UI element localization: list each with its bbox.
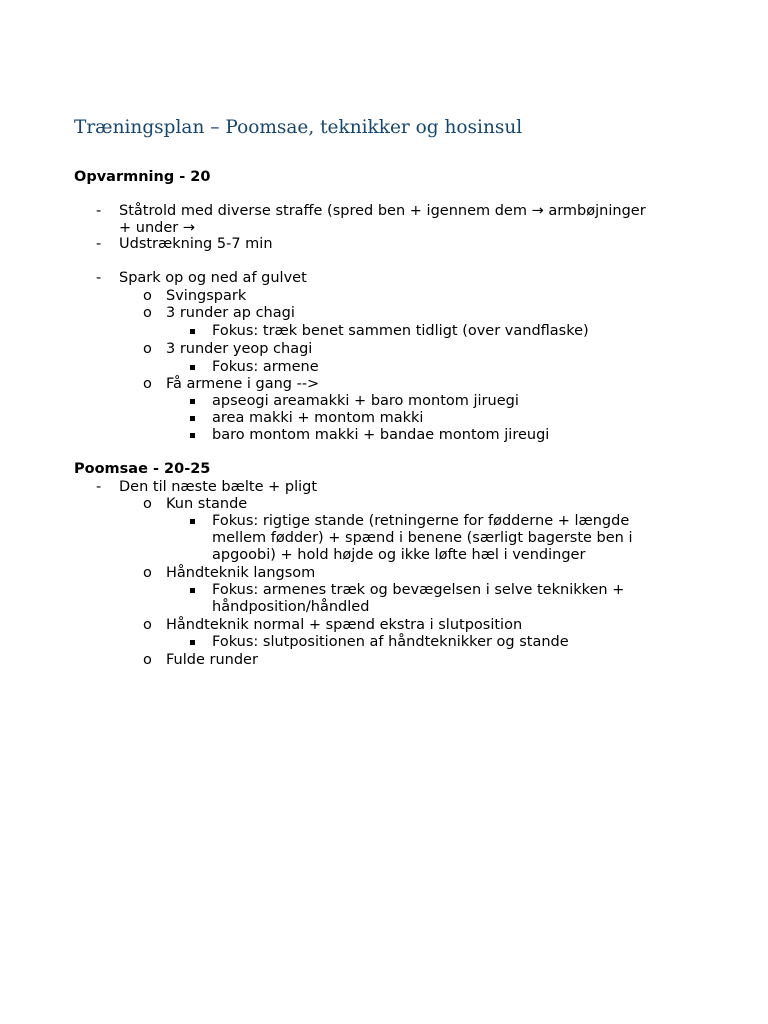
focus-note: Fokus: træk benet sammen tidligt (over vandflaske) (212, 323, 589, 339)
focus-note: Fokus: armenes træk og bevægelsen i selve teknikken + (212, 582, 625, 598)
circle-bullet: o (143, 496, 152, 512)
sub-list-item: Få armene i gang --> (166, 376, 320, 392)
sub-list-item: Håndteknik langsom (166, 565, 316, 581)
circle-bullet: o (143, 376, 152, 392)
sub-list-item: 3 runder ap chagi (166, 305, 295, 321)
square-bullet (190, 329, 195, 334)
list-item: Udstrækning 5-7 min (119, 236, 273, 252)
page-title: Træningsplan – Poomsae, teknikker og hosinsul (74, 117, 523, 138)
circle-bullet: o (143, 305, 152, 321)
dash-bullet: - (96, 236, 102, 252)
section-heading-warmup: Opvarmning - 20 (74, 169, 211, 185)
square-bullet (190, 519, 195, 524)
list-item-continuation: + under → (119, 220, 195, 236)
circle-bullet: o (143, 565, 152, 581)
technique-item: baro montom makki + bandae montom jireugi (212, 427, 550, 443)
list-item: Den til næste bælte + pligt (119, 479, 318, 495)
square-bullet (190, 433, 195, 438)
dash-bullet: - (96, 479, 102, 495)
circle-bullet: o (143, 288, 152, 304)
circle-bullet: o (143, 617, 152, 633)
technique-item: area makki + montom makki (212, 410, 424, 426)
focus-note-continuation: mellem fødder) + spænd i benene (særligt bagerste ben i (212, 530, 633, 546)
focus-note-continuation: apgoobi) + hold højde og ikke løfte hæl i vendinger (212, 547, 586, 563)
list-item: Ståtrold med diverse straffe (spred ben + igennem dem → armbøjninger (119, 203, 646, 219)
list-item: Spark op og ned af gulvet (119, 270, 307, 286)
square-bullet (190, 640, 195, 645)
circle-bullet: o (143, 652, 152, 668)
sub-list-item: Kun stande (166, 496, 248, 512)
sub-list-item: Fulde runder (166, 652, 258, 668)
dash-bullet: - (96, 270, 102, 286)
square-bullet (190, 399, 195, 404)
technique-item: apseogi areamakki + baro montom jiruegi (212, 393, 519, 409)
focus-note: Fokus: rigtige stande (retningerne for fødderne + længde (212, 513, 630, 529)
focus-note-continuation: håndposition/håndled (212, 599, 370, 615)
focus-note: Fokus: armene (212, 359, 319, 375)
dash-bullet: - (96, 203, 102, 219)
square-bullet (190, 588, 195, 593)
focus-note: Fokus: slutpositionen af håndteknikker og stande (212, 634, 569, 650)
sub-list-item: Svingspark (166, 288, 247, 304)
circle-bullet: o (143, 341, 152, 357)
sub-list-item: Håndteknik normal + spænd ekstra i slutposition (166, 617, 523, 633)
section-heading-poomsae: Poomsae - 20-25 (74, 461, 211, 477)
square-bullet (190, 416, 195, 421)
square-bullet (190, 365, 195, 370)
sub-list-item: 3 runder yeop chagi (166, 341, 313, 357)
